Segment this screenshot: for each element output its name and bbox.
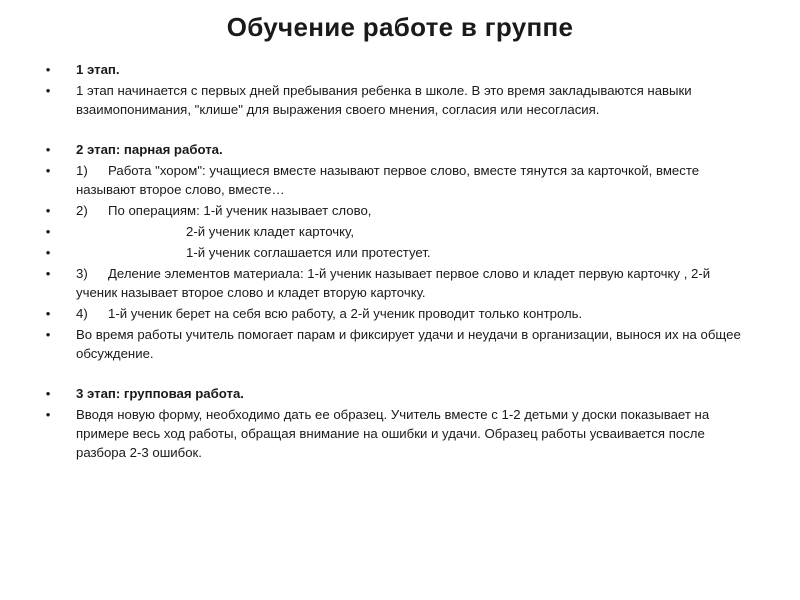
list-item xyxy=(42,405,752,462)
list-item-text xyxy=(76,245,431,260)
bullet-icon: • xyxy=(45,62,51,77)
list-item xyxy=(42,161,752,199)
item-number: 4) xyxy=(76,306,88,321)
list-item-text xyxy=(76,407,713,460)
list-item xyxy=(42,201,752,220)
item-text: По операциям: 1-й ученик называет слово, xyxy=(108,203,372,218)
list-item xyxy=(42,81,752,119)
list-item-text xyxy=(76,266,714,300)
stage-heading xyxy=(42,60,752,79)
bullet-icon: • xyxy=(45,407,51,422)
list-item xyxy=(42,222,752,241)
bullet-icon: • xyxy=(45,83,51,98)
list-item-text xyxy=(76,327,744,361)
list-item-text xyxy=(76,142,223,157)
list-item xyxy=(42,325,752,363)
list-item xyxy=(42,264,752,302)
item-text: Вводя новую форму, необходимо дать ее образец. Учитель вместе с 1-2 детьми у доски показывает на примере весь ход работы, обращая внимание на ошибки и удачи. Образец работы усваивается после разбора 2-3 ошибок. xyxy=(76,407,713,460)
bullet-icon: • xyxy=(45,327,51,342)
bullet-icon: • xyxy=(45,203,51,218)
item-text: 1 этап начинается с первых дней пребывания ребенка в школе. В это время закладываются навыки взаимопонимания, "клише" для выражения своего мнения, согласия или несогласия. xyxy=(76,83,696,117)
list-item-text xyxy=(76,163,703,197)
item-text: Деление элементов материала: 1-й ученик называет первое слово и кладет первую карточку , 2-й ученик называет второе слово и кладет вторую карточку. xyxy=(76,266,714,300)
bullet-icon: • xyxy=(45,386,51,401)
bullet-list xyxy=(42,60,752,464)
bullet-icon: • xyxy=(45,224,51,239)
list-item-text xyxy=(76,62,120,77)
bullet-icon: • xyxy=(45,142,51,157)
list-item xyxy=(42,304,752,323)
item-text: 1-й ученик берет на себя всю работу, а 2-й ученик проводит только контроль. xyxy=(108,306,583,321)
list-item-text xyxy=(76,306,582,321)
list-item-text xyxy=(76,386,244,401)
item-text: Работа "хором": учащиеся вместе называют первое слово, вместе тянутся за карточкой, вместе называют второе слово, вместе… xyxy=(76,163,703,197)
list-item-text xyxy=(76,224,354,239)
slide-title: Обучение работе в группе xyxy=(226,12,574,42)
item-text: 3 этап: групповая работа. xyxy=(76,386,244,401)
item-text: 1-й ученик соглашается или протестует. xyxy=(186,245,431,260)
list-item xyxy=(42,243,752,262)
list-item-text xyxy=(76,83,695,117)
item-number: 1) xyxy=(76,163,88,178)
list-item-text xyxy=(76,203,371,218)
stage-heading xyxy=(42,384,752,403)
bullet-icon: • xyxy=(45,163,51,178)
item-text: Во время работы учитель помогает парам и фиксирует удачи и неудачи в организации, вынося их на общее обсуждение. xyxy=(76,327,745,361)
item-number: 3) xyxy=(76,266,88,281)
list-spacer xyxy=(42,121,752,140)
item-text: 1 этап. xyxy=(76,62,120,77)
list-spacer xyxy=(42,365,752,384)
item-text: 2 этап: парная работа. xyxy=(76,142,223,157)
item-number: 2) xyxy=(76,203,88,218)
bullet-icon: • xyxy=(45,306,51,321)
stage-heading xyxy=(42,140,752,159)
bullet-icon: • xyxy=(45,266,51,281)
item-text: 2-й ученик кладет карточку, xyxy=(186,224,354,239)
bullet-icon: • xyxy=(45,245,51,260)
